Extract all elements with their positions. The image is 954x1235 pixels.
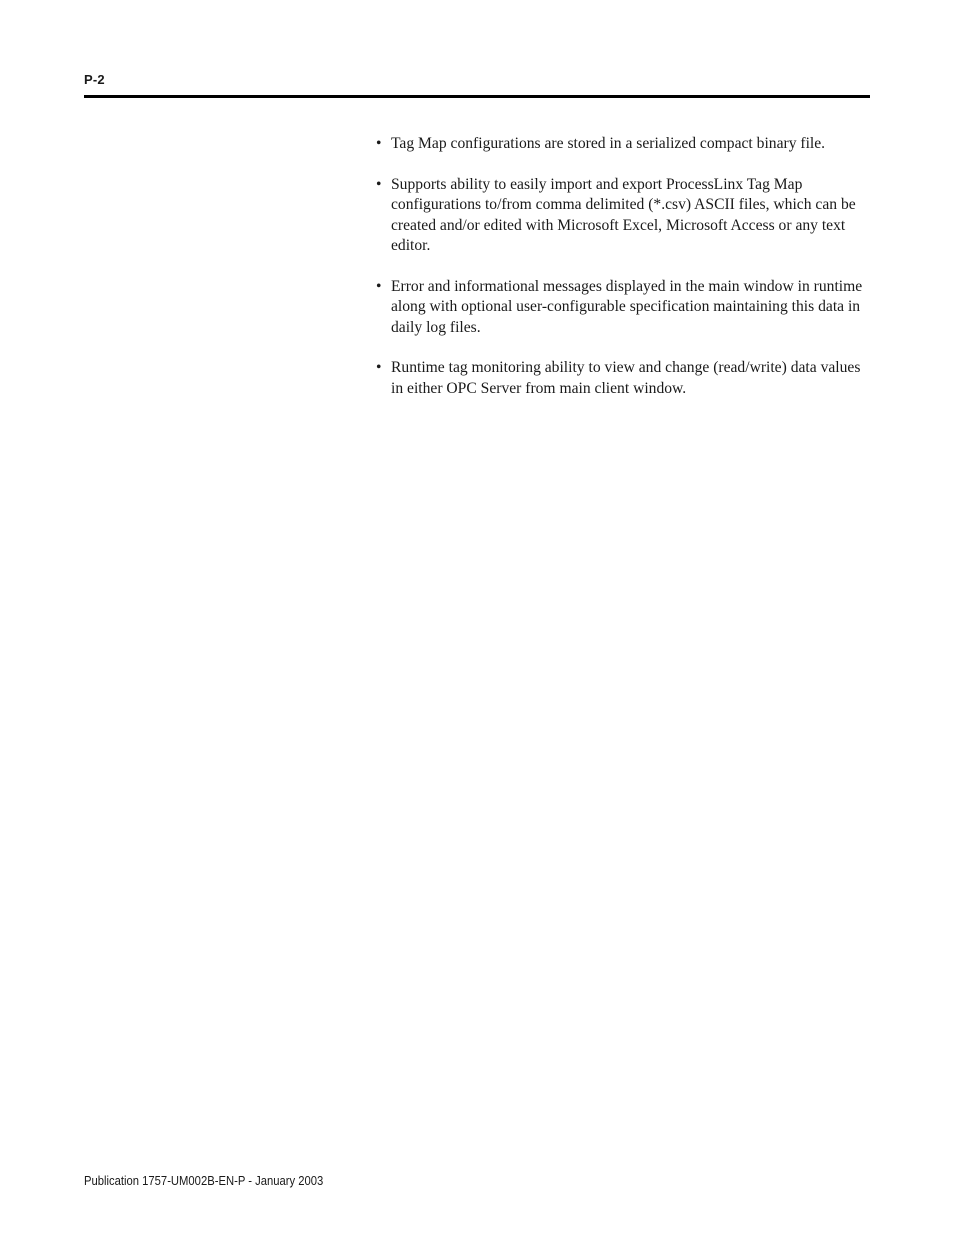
bullet-item <box>376 175 870 257</box>
feature-bullet-list <box>376 134 870 419</box>
bullet-item <box>376 134 870 155</box>
bullet-text: Runtime tag monitoring ability to view and change (read/write) data values in either OPC Server from main client window. <box>391 359 861 397</box>
bullet-icon: • <box>376 175 382 193</box>
bullet-item <box>376 277 870 339</box>
bullet-text: Tag Map configurations are stored in a serialized compact binary file. <box>391 135 826 152</box>
bullet-text: Error and informational messages displayed in the main window in runtime along with optional user-configurable specification maintaining this data in daily log files. <box>391 277 863 336</box>
page-number: P-2 <box>84 72 105 87</box>
bullet-icon: • <box>376 277 382 295</box>
bullet-icon: • <box>376 135 382 152</box>
header-rule <box>84 95 870 98</box>
bullet-text: Supports ability to easily import and export ProcessLinx Tag Map configurations to/from comma delimited (*.csv) ASCII files, which can be created and/or edited with Microsoft Excel, Microsoft Access or any text editor. <box>391 175 856 254</box>
publication-footer: Publication 1757-UM002B-EN-P - January 2003 <box>84 1174 324 1188</box>
bullet-icon: • <box>376 359 382 376</box>
bullet-item <box>376 358 870 399</box>
